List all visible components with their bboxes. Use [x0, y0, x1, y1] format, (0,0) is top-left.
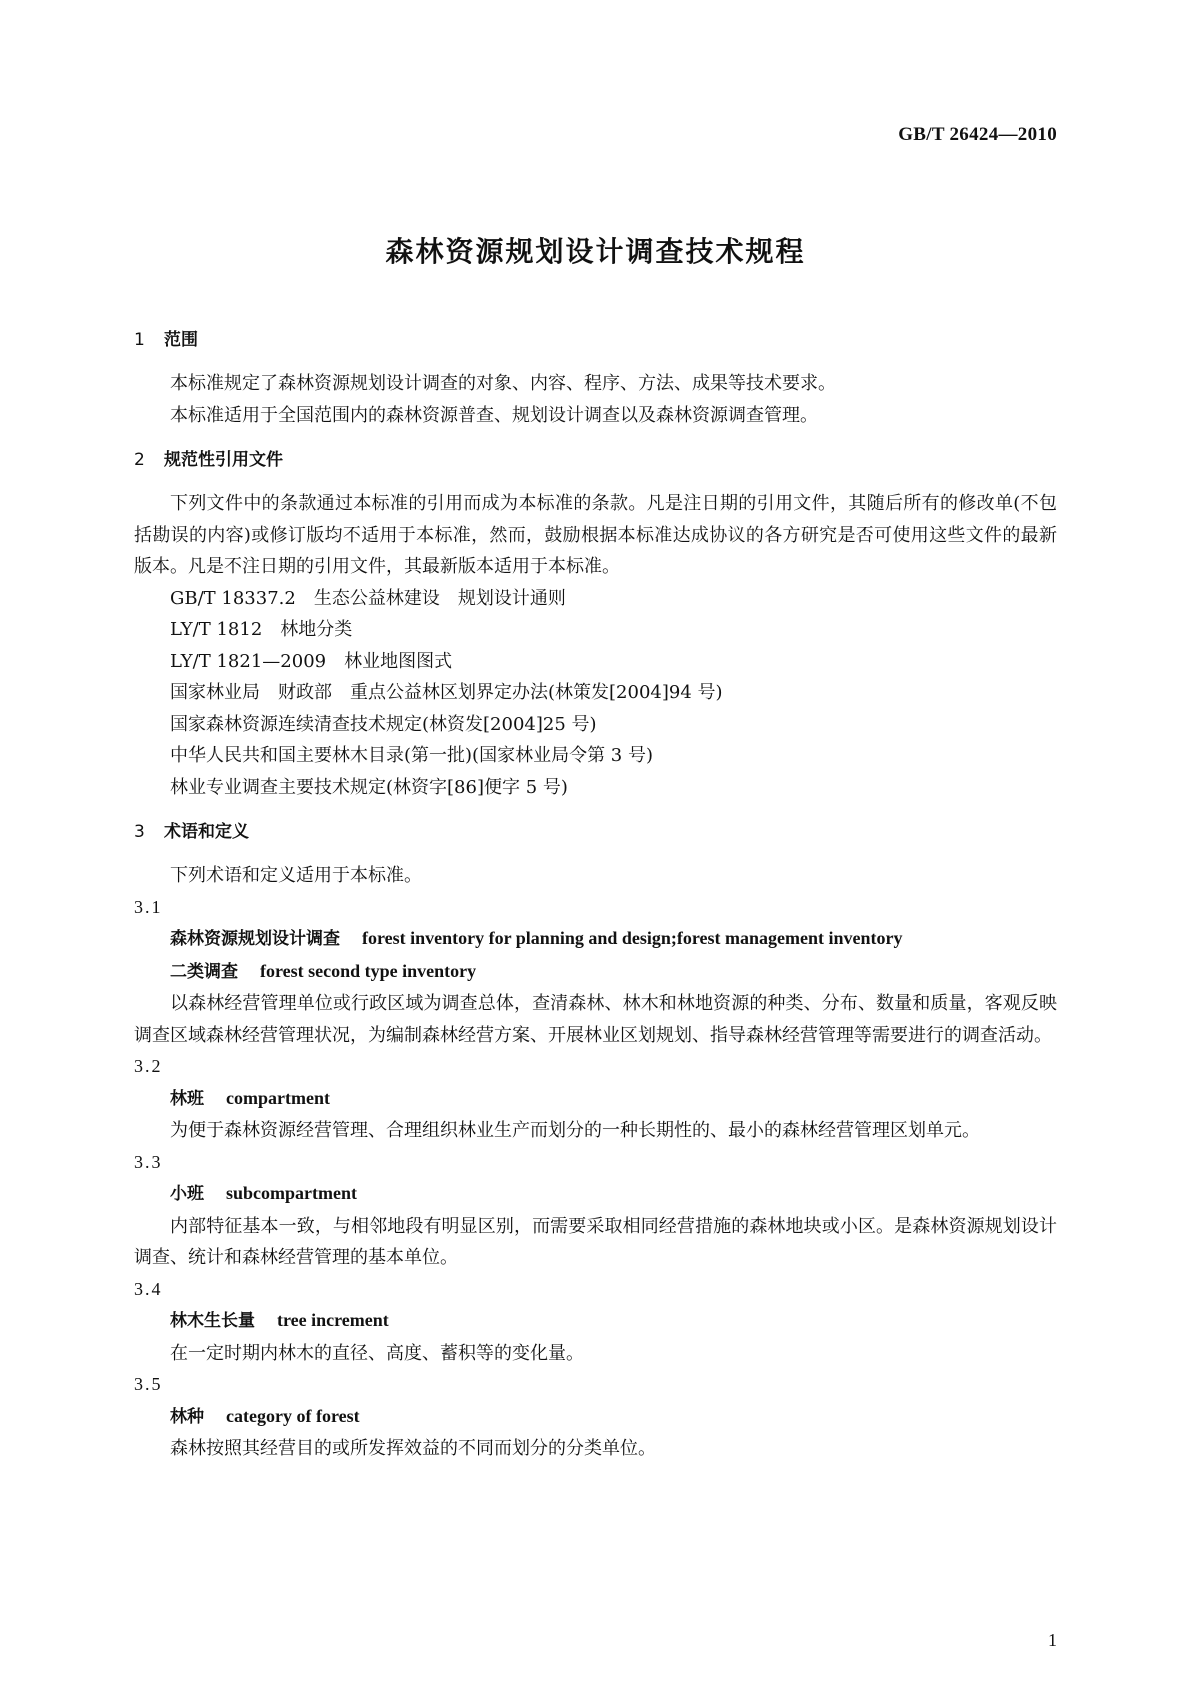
- terms-intro: 下列术语和定义适用于本标准。: [170, 865, 422, 886]
- reference-item: GB/T 18337.2 生态公益林建设 规划设计通则: [170, 587, 566, 609]
- term-entry: [134, 923, 1057, 956]
- clause-number: 3.1: [134, 896, 163, 917]
- standard-code: GB/T 26424—2010: [898, 124, 1057, 145]
- section-title: 规范性引用文件: [164, 450, 283, 470]
- term-en: subcompartment: [226, 1183, 357, 1203]
- term-en: forest second type inventory: [260, 960, 477, 981]
- section-number: 1: [134, 330, 145, 350]
- section-heading-scope: [134, 325, 1057, 356]
- normative-refs-intro: 下列文件中的条款通过本标准的引用而成为本标准的条款。凡是注日期的引用文件，其随后所有的修改单(不包括勘误的内容)或修订版均不适用于本标准，然而，鼓励根据本标准达成协议的各方研究是否可使用这些文件的最新版本。凡是不注日期的引用文件，其最新版本适用于本标准。: [134, 493, 1057, 577]
- scope-paragraph: 本标准规定了森林资源规划设计调查的对象、内容、程序、方法、成果等技术要求。: [170, 373, 836, 394]
- term-en: compartment: [226, 1087, 330, 1108]
- term-en: category of forest: [226, 1405, 360, 1426]
- reference-item: 中华人民共和国主要林木目录(第一批)(国家林业局令第 3 号): [170, 745, 653, 766]
- term-entry: [134, 1305, 1057, 1338]
- term-definition: 在一定时期内林木的直径、高度、蓄积等的变化量。: [170, 1342, 584, 1364]
- document-title: 森林资源规划设计调查技术规程: [385, 235, 806, 268]
- term-zh: 林木生长量: [170, 1311, 255, 1331]
- term-zh: 林班: [170, 1088, 204, 1109]
- term-zh: 小班: [170, 1184, 204, 1204]
- section-number: 3: [134, 822, 145, 842]
- term-entry: [134, 1083, 1057, 1116]
- term-en: forest inventory for planning and design;forest management inventory: [362, 928, 903, 948]
- term-zh: 林种: [170, 1406, 204, 1427]
- clause-number: 3.3: [134, 1151, 163, 1172]
- page-number: 1: [1048, 1630, 1057, 1650]
- term-definition: 内部特征基本一致，与相邻地段有明显区别，而需要采取相同经营措施的森林地块或小区。是森林资源规划设计调查、统计和森林经营管理的基本单位。: [134, 1215, 1057, 1268]
- section-title: 范围: [164, 330, 198, 350]
- term-en: tree increment: [277, 1310, 389, 1330]
- reference-item: 林业专业调查主要技术规定(林资字[86]便字 5 号): [170, 776, 568, 798]
- reference-item: LY/T 1812 林地分类: [170, 619, 353, 640]
- reference-item: 国家林业局 财政部 重点公益林区划界定办法(林策发[2004]94 号): [170, 682, 723, 703]
- term-entry: [134, 1178, 1057, 1211]
- reference-item: LY/T 1821—2009 林业地图图式: [170, 650, 453, 672]
- term-entry: [134, 1401, 1057, 1434]
- term-zh: 二类调查: [170, 961, 238, 982]
- term-definition: 森林按照其经营目的或所发挥效益的不同而划分的分类单位。: [170, 1438, 656, 1459]
- term-definition: 为便于森林资源经营管理、合理组织林业生产而划分的一种长期性的、最小的森林经营管理区划单元。: [170, 1120, 980, 1141]
- clause-number: 3.2: [134, 1056, 163, 1076]
- section-title: 术语和定义: [164, 822, 249, 842]
- clause-number: 3.4: [134, 1278, 163, 1299]
- section-heading-terms: [134, 817, 1057, 848]
- term-definition: 以森林经营管理单位或行政区域为调查总体，查清森林、林木和林地资源的种类、分布、数量和质量，客观反映调查区域森林经营管理状况，为编制森林经营方案、开展林业区划规划、指导森林经营管理等需要进行的调查活动。: [134, 993, 1057, 1046]
- reference-item: 国家森林资源连续清查技术规定(林资发[2004]25 号): [170, 713, 597, 735]
- scope-paragraph: 本标准适用于全国范围内的森林资源普查、规划设计调查以及森林资源调查管理。: [170, 404, 818, 426]
- alt-term-entry: [134, 956, 1057, 989]
- clause-number: 3.5: [134, 1374, 163, 1394]
- section-number: 2: [134, 450, 145, 470]
- document-body: [134, 325, 1057, 1465]
- term-zh: 森林资源规划设计调查: [170, 929, 340, 949]
- section-heading-normative-refs: [134, 445, 1057, 476]
